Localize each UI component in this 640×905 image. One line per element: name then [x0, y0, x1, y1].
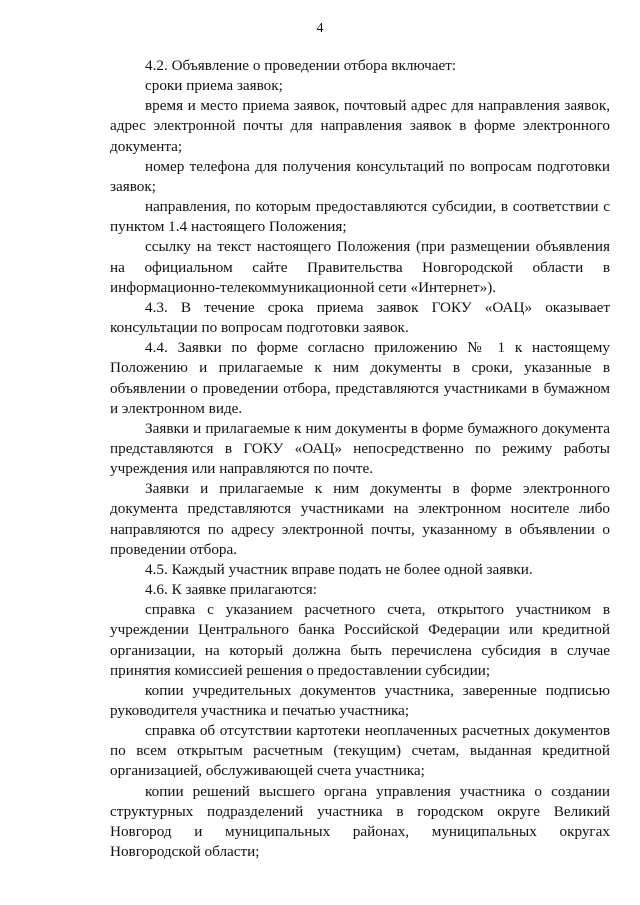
paragraph-application-deadlines: сроки приема заявок; — [145, 77, 283, 95]
paragraph-4-4-application-submission: 4.4. Заявки по форме согласно приложению № 1 к настоящему Положению и прилагаемые к ним документы в сроки, указанные в объявлении о проведении отбора, представляются участниками в бумажном и электронном виде. — [110, 339, 610, 417]
paragraph-application-time-place: время и место приема заявок, почтовый адрес для направления заявок, адрес электронной почты для направления заявок в форме электронного документа; — [110, 97, 610, 155]
paragraph-subsidy-directions: направления, по которым предоставляются субсидии, в соответствии с пунктом 1.4 настоящего Положения; — [110, 198, 610, 236]
paragraph-bank-account-certificate: справка с указанием расчетного счета, открытого участником в учреждении Центрального банка Российской Федерации или кредитной организации, на который должна быть перечислена субсидия в случае принятия комиссией решения о предоставлении субсидии; — [110, 601, 610, 679]
paragraph-regulation-link: ссылку на текст настоящего Положения (при размещении объявления на официальном сайте Правительства Новгородской области в информационно-телекоммуникационной сети «Интернет»). — [110, 238, 610, 296]
paragraph-4-2-announcement-contents: 4.2. Объявление о проведении отбора включает: — [145, 57, 457, 74]
paragraph-electronic-submission: Заявки и прилагаемые к ним документы в форме электронного документа представляются участниками на электронном носителе либо направляются по адресу электронной почты, указанному в объявлении о проведении отбора. — [110, 480, 610, 558]
paragraph-founding-documents: копии учредительных документов участника, заверенные подписью руководителя участника и печатью участника; — [110, 681, 610, 719]
paragraph-consultation-phone: номер телефона для получения консультаций по вопросам подготовки заявок; — [110, 157, 610, 195]
paragraph-paper-submission: Заявки и прилагаемые к ним документы в форме бумажного документа представляются в ГОКУ «ОАЦ» непосредственно по режиму работы учреждения или направляются по почте. — [110, 419, 610, 478]
page-number: 4 — [316, 21, 324, 36]
paragraph-4-5-one-application: 4.5. Каждый участник вправе подать не более одной заявки. — [145, 560, 533, 578]
document-body — [110, 56, 610, 862]
paragraph-4-3-consultations: 4.3. В течение срока приема заявок ГОКУ «ОАЦ» оказывает консультации по вопросам подготовки заявок. — [110, 298, 610, 337]
paragraph-structural-divisions-decisions: копии решений высшего органа управления участника о создании структурных подразделений участника в городском округе Великий Новгород и муниципальных районах, муниципальных округах Новгородской области; — [110, 782, 610, 861]
paragraph-4-6-attachments: 4.6. К заявке прилагаются: — [145, 581, 317, 599]
paragraph-no-unpaid-documents-certificate: справка об отсутствии картотеки неоплаченных расчетных документов по всем открытым расчетным (текущим) счетам, выданная кредитной организацией, обслуживающей счета участника; — [110, 722, 610, 780]
